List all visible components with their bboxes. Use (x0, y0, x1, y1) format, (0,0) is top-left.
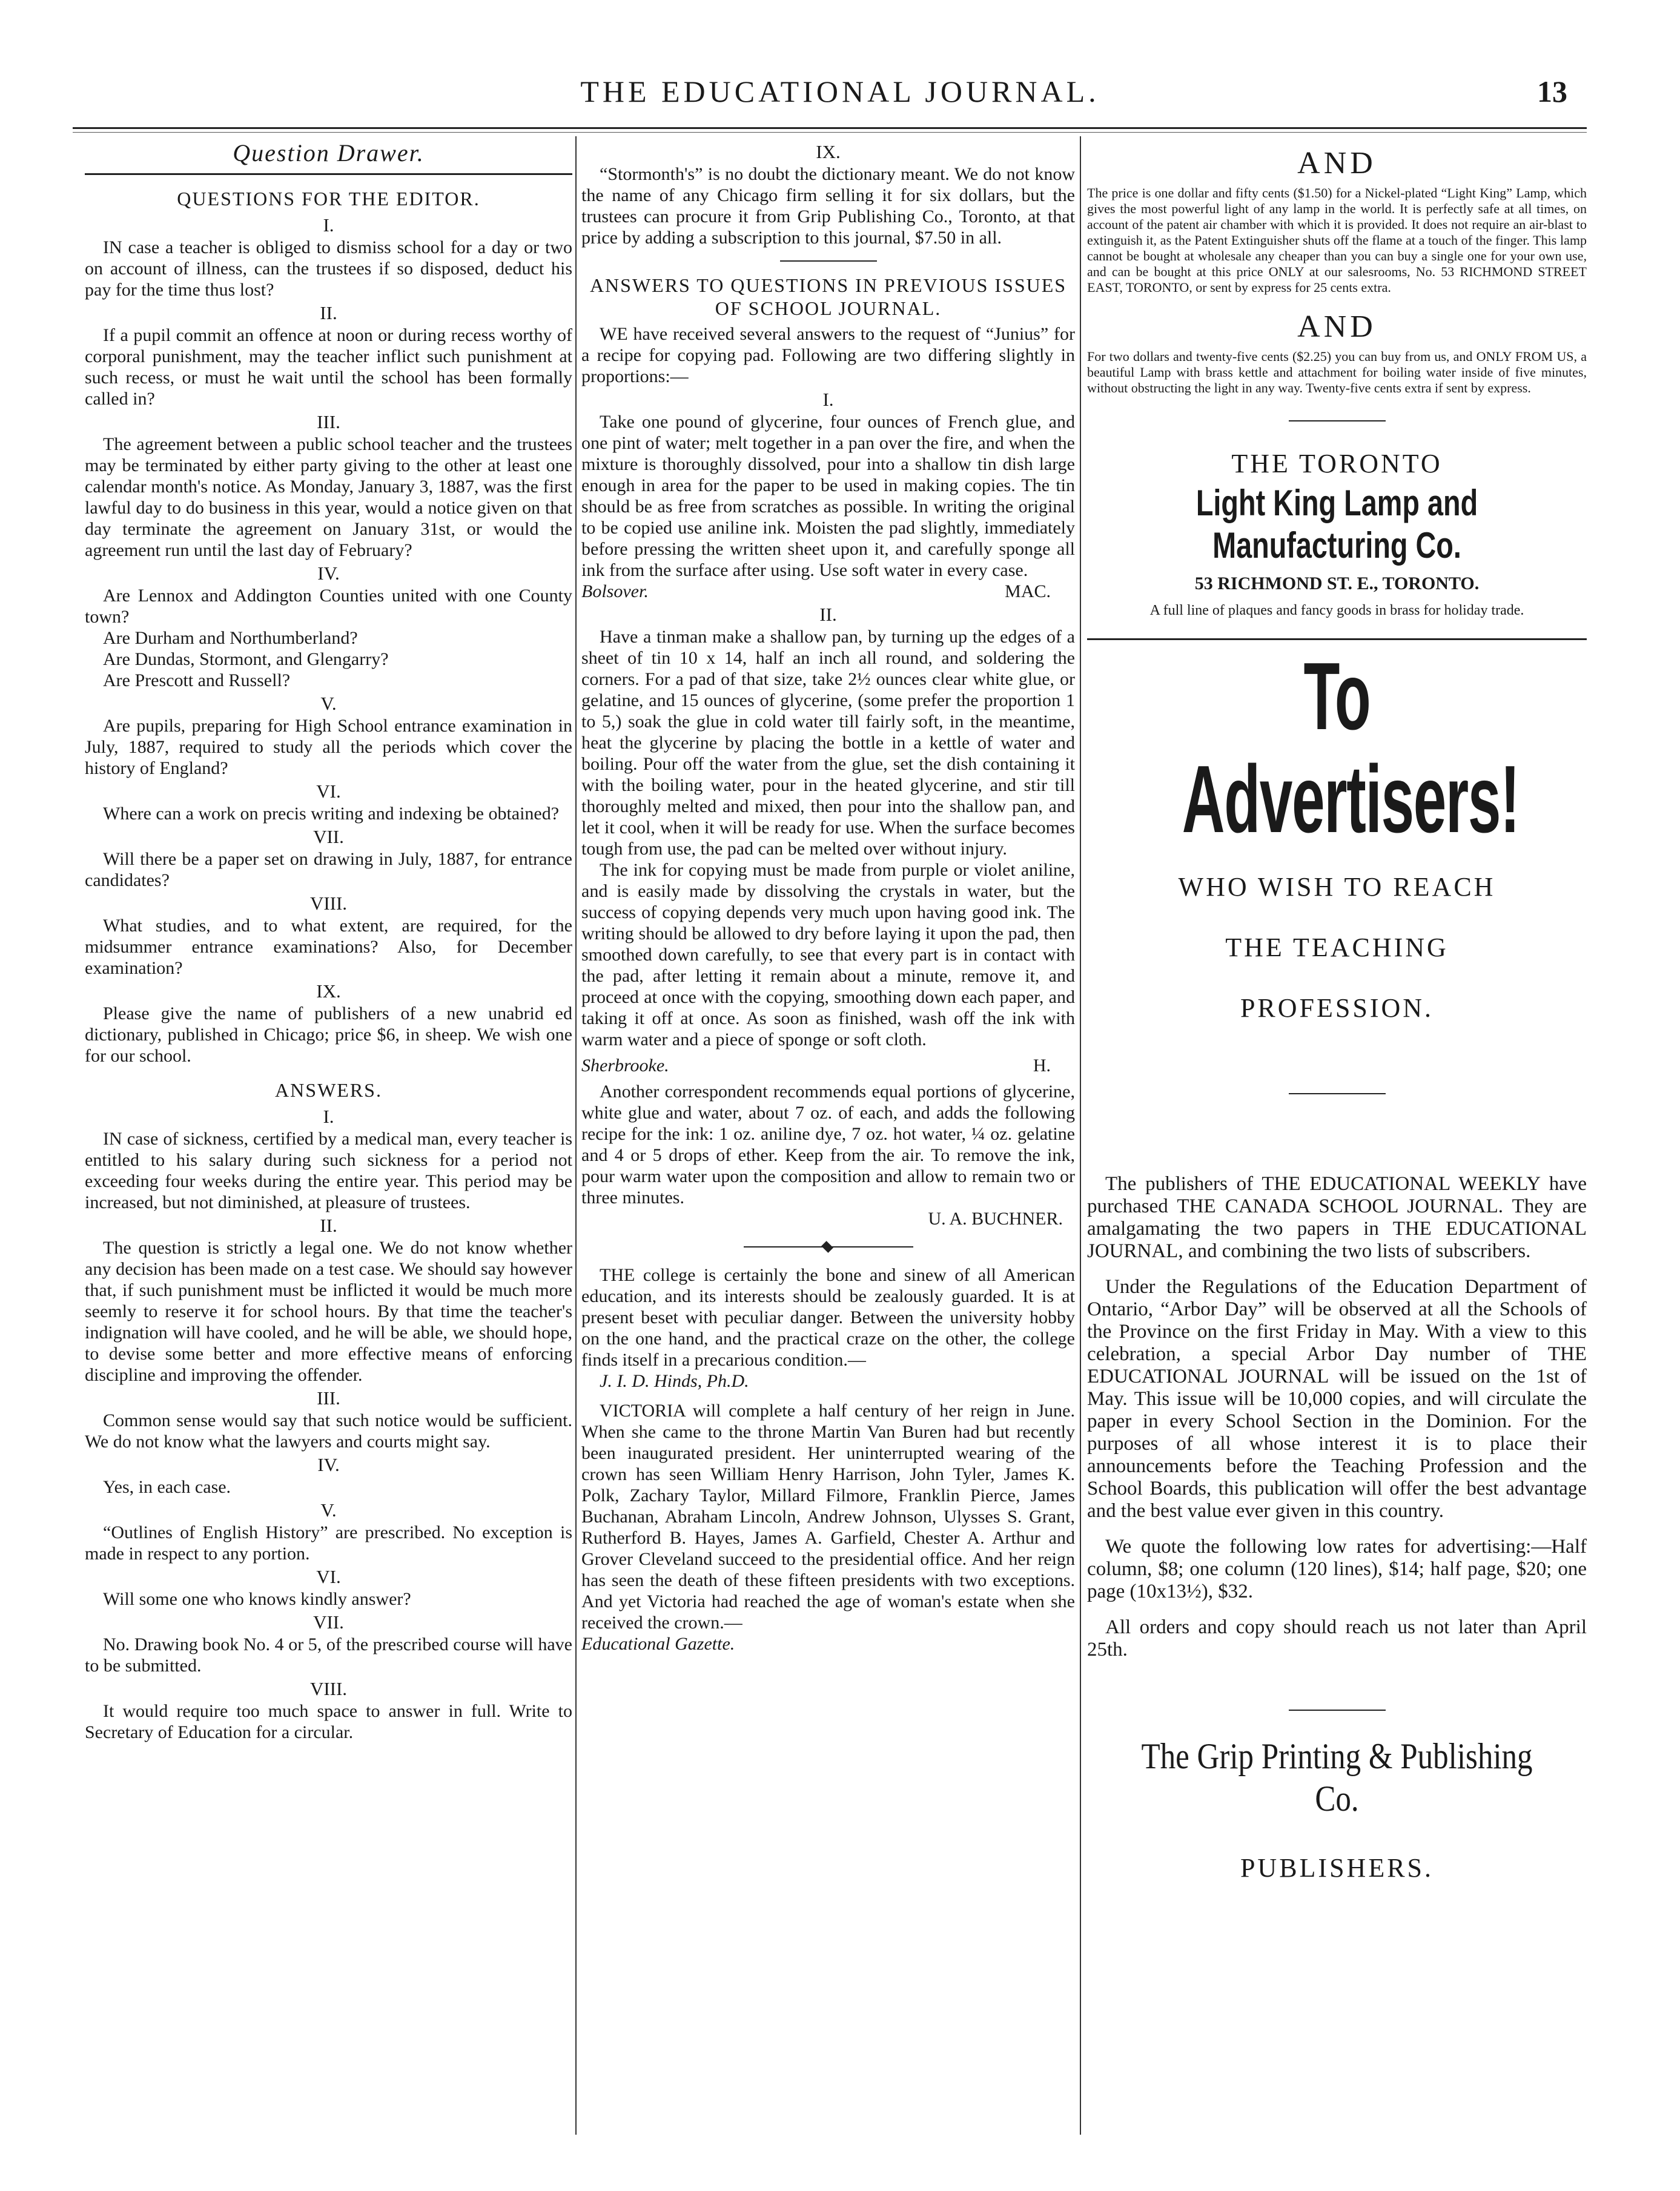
victoria-text: VICTORIA will complete a half century of her reign in June. When she came to the throne Martin Van Buren had but recently been inaugurated president. Her uninterrupted wearing of the crown has seen William Henry Harrison, John Tyler, James K. Polk, Zachary Taylor, Millard Filmore, Franklin Pierce, James Buchanan, Abraham Lincoln, Andrew Johnson, Ulysses S. Grant, Rutherford B. Hayes, James A. Garfield, Chester A. Arthur and Grover Cleveland succeed to the presidential office. And her reign has seen the death of these fifteen presidents with two exceptions. And yet Victoria had reached the age of woman's estate when she received the crown.— (581, 1401, 1075, 1633)
column-divider (575, 136, 577, 2135)
signature-name: H. (1033, 1056, 1051, 1076)
victoria-source: Educational Gazette. (581, 1634, 735, 1654)
question-number: IX. (316, 980, 341, 1002)
advertisers-subhead: PROFESSION. (1240, 993, 1434, 1023)
answer-number: IV. (317, 1454, 340, 1475)
section-rule (85, 173, 572, 175)
college-source: J. I. D. Hinds, Ph.D. (600, 1371, 749, 1391)
signature-name: U. A. BUCHNER. (928, 1209, 1063, 1229)
advertisers-subhead: THE TEACHING (1225, 933, 1449, 962)
question-text: IN case a teacher is obliged to dismiss school for a day or two on account of illness, can the trustees if so disposed, deduct his pay for the time thus lost? (85, 237, 572, 300)
answers-previous-heading: ANSWERS TO QUESTIONS IN PREVIOUS ISSUES OF SCHOOL JOURNAL. (589, 274, 1067, 319)
notice-text: The publishers of THE EDUCATIONAL WEEKLY have purchased THE CANADA SCHOOL JOURNAL. They are amalgamating the two papers in THE EDUCATIONAL JOURNAL, and combining the two lists of subscribers. (1087, 1173, 1587, 1262)
notice-text: Under the Regulations of the Education Department of Ontario, “Arbor Day” will be observed at all the Schools of the Province on the first Friday in May. With a view to this celebration, a special Arbor Day number of THE EDUCATIONAL JOURNAL will be issued on the 1st of May. This issue will be 10,000 copies, and will circulate the paper in every School Section in the Dominion. For the purposes of all whose interest it is to place their announcements before the Teaching Profession and the School Boards, this publication will offer the best advantage and the best value ever given in this country. (1087, 1276, 1587, 1522)
header-rule (73, 127, 1587, 129)
company-prefix: THE TORONTO (1231, 449, 1443, 478)
question-text: Where can a work on precis writing and indexing be obtained? (103, 804, 560, 824)
question-number: IV. (317, 563, 340, 584)
section-rule (1289, 1710, 1386, 1711)
column-answers (581, 139, 1075, 1654)
question-text-line: Are Durham and Northumberland? (103, 628, 358, 648)
answer-text: No. Drawing book No. 4 or 5, of the prescribed course will have to be submitted. (85, 1634, 572, 1676)
signature-name: MAC. (1005, 581, 1051, 601)
intro-text: WE have received several answers to the request of “Junius” for a recipe for copying pad. Following are two differing slightly in proportions:— (581, 324, 1075, 386)
rates-text: We quote the following low rates for advertising:—Half column, $8; one column (120 lines), $14; half page, $20; one page (10x13½), $32. (1087, 1536, 1587, 1602)
section-title: Question Drawer. (233, 139, 425, 167)
question-number: VI. (316, 781, 341, 802)
question-number: II. (320, 302, 337, 323)
column-advertisements (1087, 139, 1587, 1886)
question-text: Are pupils, preparing for High School entrance examination in July, 1887, required to study all the periods which cover the history of England? (85, 716, 572, 778)
ornament-rule (744, 1246, 913, 1248)
answer-number: IX. (816, 141, 841, 162)
section-rule (1289, 420, 1386, 421)
answer-number: II. (320, 1215, 337, 1236)
signature-place: Sherbrooke. (581, 1056, 669, 1076)
question-text: Will there be a paper set on drawing in July, 1887, for entrance candidates? (85, 849, 572, 890)
lamp-ad-text: The price is one dollar and fifty cents ($1.50) for a Nickel-plated “Light King” Lamp, which gives the most powerful light of any lamp in the world. It is perfectly safe at all times, on account of the patent air chamber with which it is provided. It does not require an air-blast to extinguish it, as the Patent Extinguisher shuts off the flame at a touch of the finger. This lamp cannot be bought at wholesale any cheaper than you can buy a single one for your own use, and can be bought at this price ONLY at our salesrooms, No. 53 RICHMOND STREET EAST, TORONTO, or sent by express for 25 cents extra. (1087, 185, 1587, 295)
question-text: The agreement between a public school teacher and the trustees may be terminated by either party giving to the other at least one calendar month's notice. As Monday, January 3, 1887, was the first lawful day to do business in this year, would a notice given on that day terminate the agreement on January 31st, or would the agreement run until the last day of February? (85, 434, 572, 560)
signature-line (581, 581, 1075, 602)
answer-text: It would require too much space to answer in full. Write to Secretary of Education for a circular. (85, 1701, 572, 1742)
recipe-number: I. (822, 389, 834, 410)
ad-and-heading: AND (1297, 309, 1377, 344)
signature-line (581, 1055, 1075, 1076)
journal-title: THE EDUCATIONAL JOURNAL. (580, 74, 1100, 108)
company-address: 53 RICHMOND ST. E., TORONTO. (1194, 573, 1480, 593)
college-text: THE college is certainly the bone and sinew of all American education, and its interests should be zealously guarded. It is at present beset with peculiar danger. Between the university hobby on the one hand, and the practical craze on the other, the college finds itself in a precarious condition.— (581, 1265, 1075, 1370)
answer-text: Common sense would say that such notice would be sufficient. We do not know what the lawyers and courts might say. (85, 1410, 572, 1452)
question-number: VIII. (309, 893, 348, 914)
question-number: V. (320, 693, 337, 714)
recipe-number: II. (819, 604, 837, 625)
section-rule (1289, 1093, 1386, 1094)
question-text: Please give the name of publishers of a new unabrid ed dictionary, published in Chicago; price $6, in sheep. We wish one for our school. (85, 1003, 572, 1066)
answer-text: The question is strictly a legal one. We do not know whether any decision has been made on a test case. We should say however that, if such punishment must be inflicted it would be much more seemly to reserve it for school hours. By that time the teacher's indignation will have cooled, and he will be able, we should hope, to devise some better and more effective means of enforcing discipline and improving the offender. (85, 1238, 572, 1385)
answer-number: VI. (316, 1566, 341, 1587)
answer-number: V. (320, 1499, 337, 1521)
recipe-text: Have a tinman make a shallow pan, by turning up the edges of a sheet of tin 10 x 14, half an inch all round, and soldering the corners. For a pad of that size, take 2½ ounces clear white glue, or gelatine, and 15 ounces of glycerine, (some prefer the proportion 1 to 5,) soak the glue in cold water till fairly soft, in the meantime, heat the glycerine by placing the bottle in a kettle of water and boiling. Pour off the water from the glue, set the dish containing it with the boiling water, pour in the heated glycerine, and stir till thoroughly melted and mixed, then pour into the shallow pan, and let it cool, when it will be ready for use. When the surface becomes tough from use, the pad can be melted over without injury. (581, 627, 1075, 859)
question-text-line: Are Dundas, Stormont, and Glengarry? (103, 649, 389, 669)
recipe-text: The ink for copying must be made from purple or violet aniline, and is easily made by dissolving the crystals in water, but the success of copying depends very much upon having good ink. The writing should be allowed to dry before laying it upon the pad, then smoothed down carefully, to see that every part is in contact with the pad, after letting it remain about a minute, remove it, and proceed at once with the copying, smoothing down each paper, and taking it off at once. As soon as finished, wash off the ink with warm water and a piece of sponge or soft cloth. (581, 860, 1075, 1049)
question-number: III. (317, 411, 340, 432)
recipe-text: Take one pound of glycerine, four ounces of French glue, and one pint of water; melt together in a pan over the fire, and when the mixture is thoroughly dissolved, pour into a shallow tin dish large enough in area for the paper to be used in making copies. The tin should be as free from scratches as possible. In writing the original to be copied use aniline ink. Moisten the pad slightly, immediately before pressing the written sheet upon it, and carefully sponge all ink from the surface after using. Use soft water in every case. (581, 412, 1075, 580)
advertisers-subhead: WHO WISH TO REACH (1178, 872, 1496, 902)
answer-text: IN case of sickness, certified by a medical man, every teacher is entitled to his salary during such sickness for a period not exceeding four weeks during the entire year. This period may be increased, but not diminished, at pleasure of trustees. (85, 1129, 572, 1212)
answer-text: Yes, in each case. (103, 1477, 231, 1497)
question-text: Are Lennox and Addington Counties united with one County town? (85, 586, 572, 627)
answer-number: VIII. (309, 1678, 348, 1699)
company-tagline: A full line of plaques and fancy goods in brass for holiday trade. (1149, 603, 1524, 618)
answer-text: Will some one who knows kindly answer? (103, 1589, 411, 1609)
publisher-name: The Grip Printing & Publishing Co. (1141, 1736, 1533, 1819)
ad-and-heading: AND (1297, 146, 1377, 180)
page-number: 13 (1537, 74, 1567, 108)
answer-number: III. (317, 1387, 340, 1409)
company-name: Light King Lamp and Manufacturing Co. (1196, 483, 1478, 566)
answer-number: VII. (313, 1611, 344, 1633)
question-text: What studies, and to what extent, are required, for the midsummer entrance examinations? Also, for December examination? (85, 916, 572, 978)
publishers-label: PUBLISHERS. (1240, 1853, 1434, 1883)
deadline-text: All orders and copy should reach us not later than April 25th. (1087, 1616, 1587, 1661)
questions-heading: QUESTIONS FOR THE EDITOR. (177, 188, 480, 210)
recipe-text: Another correspondent recommends equal portions of glycerine, white glue and water, about 7 oz. of each, and adds the following recipe for the ink: 1 oz. aniline dye, 7 oz. hot water, ¼ oz. gelatine and 4 or 5 drops of ether. Keep from the air. To remove the ink, pour warm water upon the composition and allow to remain two or three minutes. (581, 1082, 1075, 1208)
signature-place: Bolsover. (581, 581, 649, 601)
section-rule (1087, 638, 1587, 640)
answer-number: I. (323, 1106, 334, 1127)
question-text: If a pupil commit an offence at noon or during recess worthy of corporal punishment, may the teacher inflict such punishment at such recess, or must he wait until the school has been formally called in? (85, 325, 572, 409)
header-rule-thin (73, 132, 1587, 133)
question-number: VII. (313, 826, 344, 847)
section-rule (780, 260, 877, 262)
question-number: I. (323, 214, 334, 236)
answer-text: “Stormonth's” is no doubt the dictionary meant. We do not know the name of any Chicago firm selling it for six dollars, but the trustees can procure it from Grip Publishing Co., Toronto, at that price by adding a subscription to this journal, $7.50 in all. (581, 164, 1075, 248)
column-divider (1080, 136, 1081, 2135)
answer-text: “Outlines of English History” are prescribed. No exception is made in respect to any portion. (85, 1522, 572, 1564)
advertisers-headline: To Advertisers! (1182, 643, 1520, 853)
question-text-line: Are Prescott and Russell? (103, 670, 291, 690)
kettle-ad-text: For two dollars and twenty-five cents ($2.25) you can buy from us, and ONLY FROM US, a beautiful Lamp with brass kettle and attachment for boiling water inside of five minutes, without obstructing the light in any way. Twenty-five cents extra if sent by express. (1087, 349, 1587, 395)
column-question-drawer (85, 139, 572, 1743)
answers-heading: ANSWERS. (275, 1079, 382, 1101)
